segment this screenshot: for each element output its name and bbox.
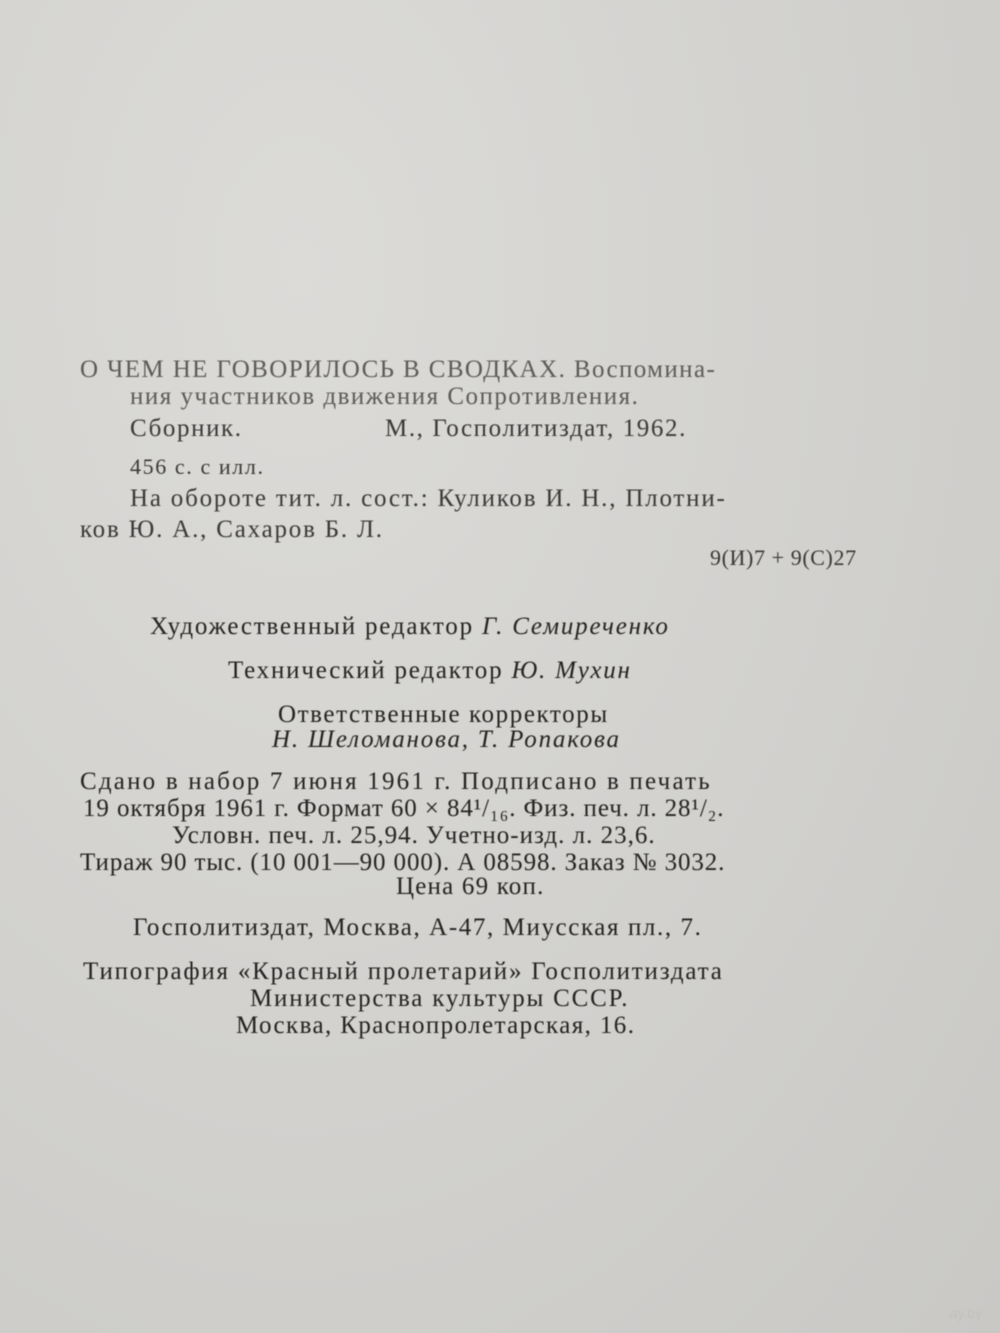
- book-title: О ЧЕМ НЕ ГОВОРИЛОСЬ В СВОДКАХ.: [80, 356, 567, 383]
- art-editor-label: Художественный редактор: [150, 613, 474, 640]
- imprint-line-4: Тираж 90 тыс. (10 001—90 000). А 08598. Заказ № 3032.: [80, 849, 726, 876]
- imprint-line-3: Условн. печ. л. 25,94. Учетно-изд. л. 23,6.: [172, 822, 656, 849]
- bibliography-line-3-a: Сборник.: [130, 415, 243, 442]
- bibliography-pages: 456 с. с илл.: [130, 454, 265, 479]
- imprint-price: Цена 69 коп.: [396, 873, 545, 900]
- bibliography-compilers-line-2: ков Ю. А., Сахаров Б. Л.: [80, 516, 384, 543]
- imprint-line-1: Сдано в набор 7 июня 1961 г. Подписано в печать: [80, 768, 712, 795]
- tech-editor-label: Технический редактор: [228, 657, 504, 684]
- tech-editor-line: [228, 656, 632, 686]
- correctors-label: Ответственные корректоры: [278, 701, 609, 728]
- bibliography-compilers-line-1: На обороте тит. л. сост.: Куликов И. Н., Плотни-: [130, 485, 727, 512]
- book-subtitle-start: Воспомина-: [573, 356, 717, 383]
- classification-code: 9(И)7 + 9(С)27: [710, 545, 857, 570]
- publisher-address: Госполитиздат, Москва, А-47, Миусская пл., 7.: [133, 914, 703, 941]
- bibliography-line-3-b: М., Госполитиздат, 1962.: [385, 415, 687, 442]
- art-editor-name: Г. Семиреченко: [481, 613, 670, 640]
- art-editor-line: [150, 612, 670, 642]
- watermark: ay.by: [949, 1305, 982, 1321]
- tech-editor-name: Ю. Мухин: [511, 657, 632, 684]
- printer-line-1: Типография «Красный пролетарий» Госполитиздата: [83, 958, 724, 985]
- printer-line-3: Москва, Краснопролетарская, 16.: [236, 1012, 636, 1039]
- bibliography-line-1: [80, 355, 716, 385]
- bibliography-line-2: ния участников движения Сопротивления.: [130, 383, 640, 410]
- printer-line-2: Министерства культуры СССР.: [250, 985, 630, 1012]
- correctors-names: Н. Шеломанова, Т. Ропакова: [272, 726, 621, 753]
- imprint-line-2: 19 октября 1961 г. Формат 60 × 84¹/₁₆. Физ. печ. л. 28¹/₂.: [83, 795, 725, 822]
